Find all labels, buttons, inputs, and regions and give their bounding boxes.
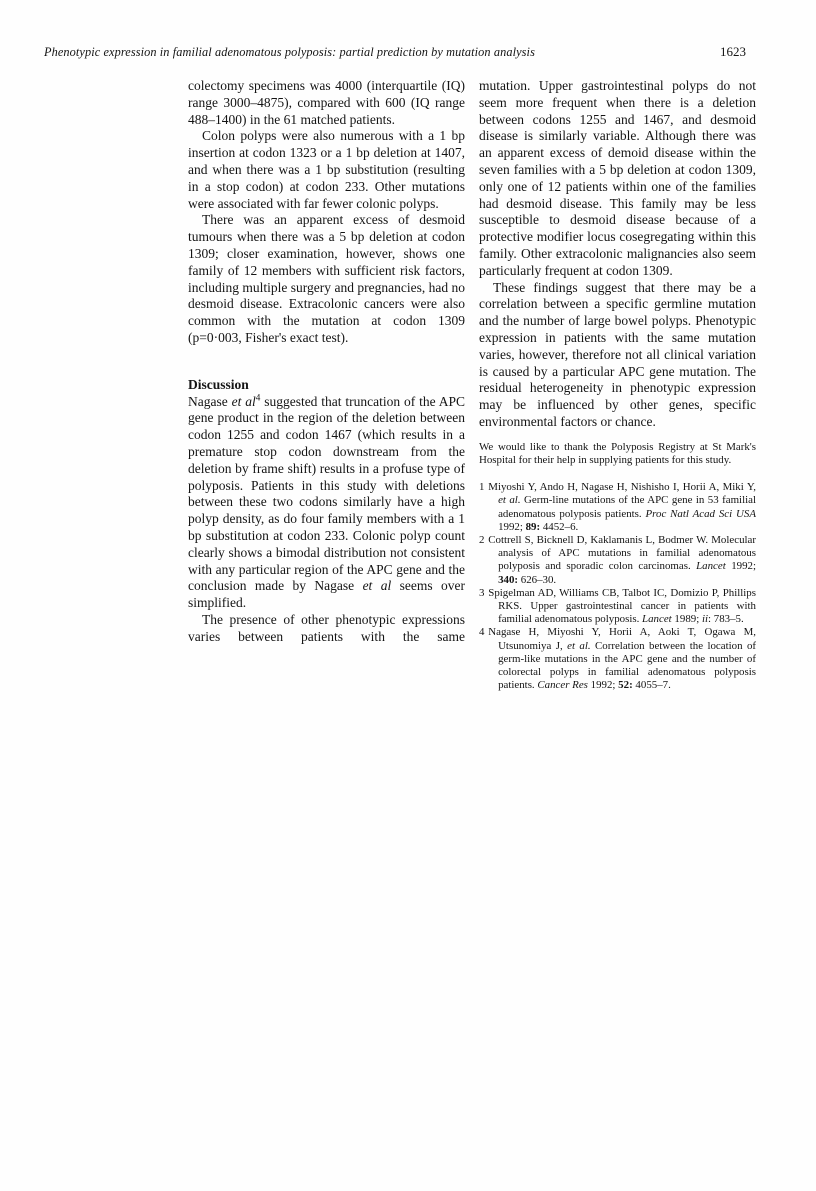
reference-item [479, 534, 756, 587]
article-body [188, 78, 756, 692]
reference-text: Spigelman AD, Williams CB, Talbot IC, Domizio P, Phillips RKS. Upper gastrointestinal cancer in patients with familial adenomatous polyposis. Lancet 1989; ii: 783–5. [488, 586, 756, 626]
paragraph: mutation. Upper gastrointestinal polyps do not seem more frequent when there is a deletion between codons 1255 and 1467, and desmoid disease is similarly variable. Although there was an apparent excess of demoid disease within the seven families with a 5 bp deletion at codon 1309, only one of 12 patients within one of the families had desmoid disease. This family may be less susceptible to desmoid disease because of a protective modifier locus cosegregating within this family. Other extracolonic malignancies also seem particularly frequent at codon 1309. [479, 78, 756, 278]
reference-number: 3 [479, 586, 485, 599]
reference-text: Nagase H, Miyoshi Y, Horii A, Aoki T, Ogawa M, Utsunomiya J, et al. Correlation between the location of germ-like mutations in the APC gene and the number of colorectal polyps in familial adenomatous polyposis patients. Cancer Res 1992; 52: 4055–7. [488, 626, 757, 692]
reference-item [479, 587, 756, 627]
discussion-heading: Discussion [188, 376, 249, 392]
paragraph: Nagase et $al^4$ suggested that truncation of the APC gene product in the region of the deletion between codon 1255 and codon 1467 (which results in a premature stop codon downstream from the deletion by frame shift) results in a profuse type of polyposis. Patients in this study with deletions between these two codons similarly have a high polyp density, as do four family members with a 1 bp substitution at codon 233. Colonic polyp count clearly shows a bimodal distribution not consistent with any particular region of the APC gene and the conclusion made by Nagase et al seems over simplified. [188, 392, 466, 611]
right-column [479, 78, 756, 692]
paragraph: These findings suggest that there may be a correlation between a specific germline mutation and the number of large bowel polyps. Phenotypic expression in patients with the same mutation varies, however, therefore not all clinical variation is caused by a particular APC gene mutation. The residual heterogeneity in phenotypic expression may be influenced by other genes, specific environmental factors or chance. [479, 279, 756, 429]
reference-item [479, 481, 756, 534]
paragraph: There was an apparent excess of desmoid tumours when there was a 5 bp deletion at codon 1309; closer examination, however, shows one family of 12 members with sufficient risk factors, including multiple surgery and pregnancies, had no desmoid disease. Extracolonic cancers were also common with the mutation at codon 1309 (p=0·003, Fisher's exact test). [188, 212, 465, 345]
reference-number: 2 [479, 533, 485, 546]
page-number: 1623 [720, 44, 746, 59]
paragraph: colectomy specimens was 4000 (interquartile (IQ) range 3000–4875), compared with 600 (IQ range 488–1400) in the 61 matched patients. [188, 78, 465, 127]
reference-list [479, 481, 756, 692]
paragraph: Colon polyps were also numerous with a 1 bp insertion at codon 1323 or a 1 bp deletion at 1407, and when there was a 1 bp substitution (resulting in a stop codon) at codon 233. Other mutations were associated with far fewer colonic polyps. [188, 128, 465, 211]
reference-text: Miyoshi Y, Ando H, Nagase H, Nishisho I, Horii A, Miki Y, et al. Germ-line mutations of the APC gene in 53 familial adenomatous polyposis patients. Proc Natl Acad Sci USA 1992; 89: 4452–6. [488, 481, 756, 533]
left-column [188, 78, 465, 692]
reference-number: 1 [479, 481, 485, 494]
reference-text: Cottrell S, Bicknell D, Kaklamanis L, Bodmer W. Molecular analysis of APC mutations in familial adenomatous polyposis and sporadic colon carcinomas. Lancet 1992; 340: 626–30. [488, 533, 757, 586]
acknowledgement: We would like to thank the Polyposis Registry at St Mark's Hospital for their help in supplying patients for this study. [479, 440, 756, 466]
reference-item [479, 626, 756, 692]
running-title: Phenotypic expression in familial adenomatous polyposis: partial prediction by mutation analysis [44, 45, 535, 59]
page-header [44, 44, 746, 60]
paragraph: The presence of other phenotypic expressions varies between patients with the same [188, 611, 465, 644]
reference-number: 4 [479, 626, 485, 639]
